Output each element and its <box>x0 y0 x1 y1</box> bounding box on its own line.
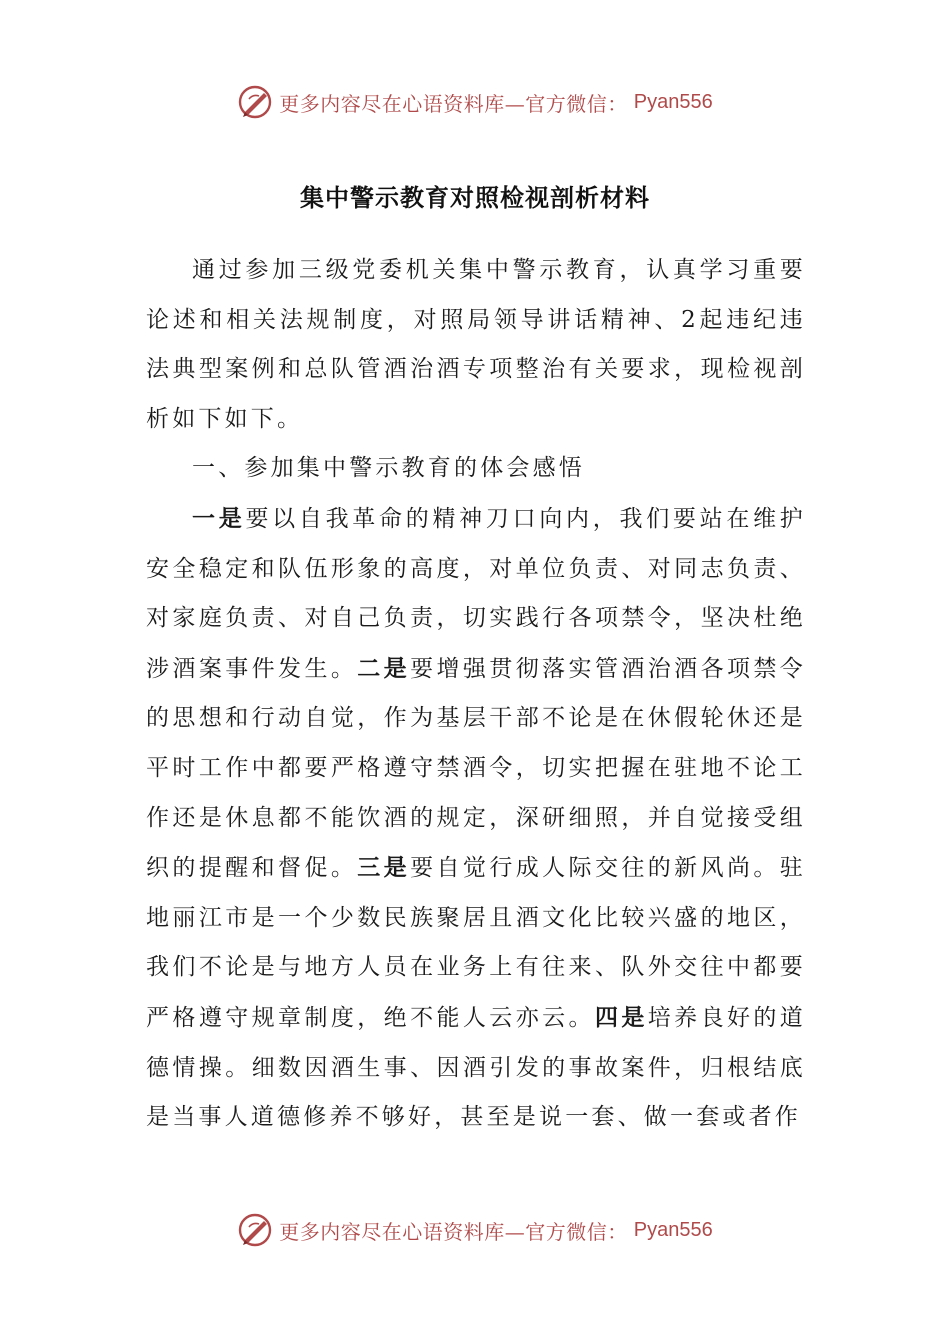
document-title: 集中警示教育对照检视剖析材料 <box>300 183 650 212</box>
point4-text: 培养良好的道德情操。细数因酒生事、因酒引发的事故案件，归根结底是当事人道德修养不够好，甚至是说一套、做一套或者作 <box>146 1004 807 1131</box>
point3-label: 三是 <box>357 854 411 882</box>
point4-label: 四是 <box>594 1003 648 1031</box>
document-body <box>146 246 806 1143</box>
footer-banner-text: 更多内容尽在心语资料库—官方微信： <box>279 1219 628 1244</box>
header-wechat-id: Pyan556 <box>633 90 713 113</box>
footer-wechat-id: Pyan556 <box>633 1218 713 1241</box>
pen-logo-icon <box>237 84 273 120</box>
footer-banner <box>0 1210 950 1250</box>
section1-heading: 一、参加集中警示教育的体会感悟 <box>192 455 585 482</box>
pen-logo-icon <box>237 1212 273 1248</box>
intro-paragraph: 通过参加三级党委机关集中警示教育，认真学习重要论述和相关法规制度，对照局领导讲话精神、2起违纪违法典型案例和总队管酒治酒专项整治有关要求，现检视剖析如下如下。 <box>146 257 806 432</box>
point2-text: 要增强贯彻落实管酒治酒各项禁令的思想和行动自觉，作为基层干部不论是在休假轮休还是平时工作中都要严格遵守禁酒令，切实把握在驻地不论工作还是休息都不能饮酒的规定，深研细照，并自觉接受组织的提醒和督促。 <box>146 655 807 882</box>
point2-label: 二是 <box>357 654 411 682</box>
point1-label: 一是 <box>192 504 246 532</box>
point3-text: 要自觉行成人际交往的新风尚。驻地丽江市是一个少数民族聚居且酒文化比较兴盛的地区，我们不论是与地方人员在业务上有往来、队外交往中都要严格遵守规章制度，绝不能人云亦云。 <box>146 855 807 1031</box>
header-banner-text: 更多内容尽在心语资料库—官方微信： <box>279 91 628 116</box>
section1-paragraph <box>146 494 806 1143</box>
point1-text: 要以自我革命的精神刀口向内，我们要站在维护安全稳定和队伍形象的高度，对单位负责、对同志负责、对家庭负责、对自己负责，切实践行各项禁令，坚决杜绝涉酒案事件发生。 <box>146 505 806 682</box>
header-banner <box>0 82 950 122</box>
